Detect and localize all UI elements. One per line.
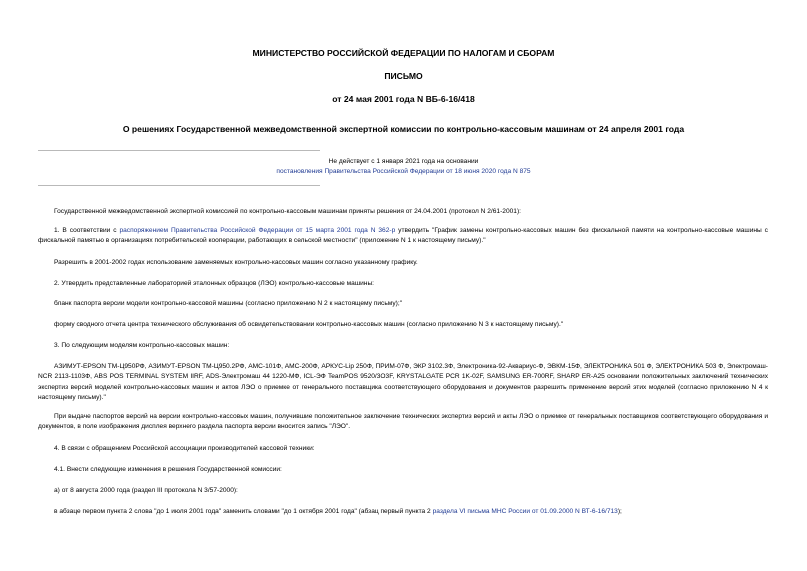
paragraph-intro (38, 207, 768, 217)
paragraph-report-form (38, 320, 768, 330)
paragraph-item-4-1 (38, 465, 768, 475)
paragraph-passport-issue (38, 412, 768, 433)
paragraph-text: ); (617, 508, 622, 515)
paragraph-text: утвердить "График замены контрольно-кассовых машин без фискальной памяти на контрольно-кассовые машины с фискальной памятью в организациях потребительской кооперации, работающих в сельской местности" (приложение N 1 к настоящему письму)." (38, 227, 768, 245)
paragraph-text: 1. В соответствии с (54, 227, 120, 234)
paragraph-item-4 (38, 444, 768, 454)
status-notice: Не действует с 1 января 2021 года на основании (328, 158, 479, 165)
paragraph-permit (38, 258, 768, 268)
paragraph-text: При выдаче паспортов версий на версии контрольно-кассовых машин, получившие положительное заключение технических экспертиз версий и акты ЛЭО о приемке от генеральных поставщиков соответствующего оборудования и документов, в поле изображения дисплея верхнего раздела паспорта версии вносится запись "ЛЭО". (38, 413, 768, 431)
document-title: О решениях Государственной межведомственной экспертной комиссии по контрольно-кассовым машинам от 24 апреля 2001 года (122, 124, 685, 134)
paragraph-text: 2. Утвердить представленные лабораторией эталонных образцов (ЛЭО) контрольно-кассовые машины: (54, 280, 375, 287)
document-type: ПИСЬМО (384, 71, 423, 81)
document-date-number: от 24 мая 2001 года N ВБ-6-16/418 (332, 94, 475, 104)
paragraph-amendment (38, 507, 768, 517)
paragraph-item-2 (38, 279, 768, 289)
paragraph-text: Государственной межведомственной экспертной комиссией по контрольно-кассовым машинам приняты решения от 24.04.2001 (протокол N 2/61-2001): (54, 208, 521, 215)
paragraph-text: бланк паспорта версии модели контрольно-кассовой машины (согласно приложению N 2 к настоящему письму);" (54, 300, 403, 307)
paragraph-text: форму сводного отчета центра технического обслуживания об освидетельствовании контрольно-кассовых машин (согласно приложению N 3 к настоящему письму)." (54, 321, 564, 328)
paragraph-item-1 (38, 226, 768, 247)
paragraph-text: 4.1. Внести следующие изменения в решения Государственной комиссии: (54, 466, 282, 473)
paragraph-text: Разрешить в 2001-2002 годах использование заменяемых контрольно-кассовых машин согласно указанному графику. (54, 259, 418, 266)
divider-bottom (38, 185, 320, 186)
paragraph-text: АЗИМУТ-EPSON TM-Ц950РФ, АЗИМУТ-EPSON TM-Ц950.2РФ, АМС-101Ф, АМС-200Ф, АРКУС-Lip 250Ф, ПРИМ-07Ф, ЭКР 3102.3Ф, Электроника-92-Аквариус-Ф, ЭВКМ-15Ф, ЭЛЕКТРОНИКА 501 Ф, ЭЛЕКТРОНИКА 503 Ф, Электромаш-NCR 2113-1103Ф, ABS POS TERMINAL SYSTEM IIRF, ADS-Электромаш 44 1220-МФ, ICL-ЭФ TeamPOS 9520/3O3F, KRYSTALGATE PCR 1K-02F, SAMSUNG ER-700RF, SHARP ER-A25 основании положительных заключений технических экспертиз версий моделей контрольно-кассовых машин и актов ЛЭО о приемке от генерального поставщика соответствующего оборудования и документов разрешить применение версий этих моделей (согласно приложению N 4 к настоящему письму)." (38, 363, 768, 402)
status-notice-link-row (0, 167, 807, 178)
paragraph-models-list (38, 362, 768, 404)
paragraph-text: в абзаце первом пункта 2 слова "до 1 июля 2001 года" заменить словами "до 1 октября 2001 года" (абзац первый пункта 2 (54, 508, 433, 515)
paragraph-text: а) от 8 августа 2000 года (раздел III протокола N 3/57-2000): (54, 487, 238, 494)
government-order-link[interactable]: распоряжением Правительства Российской Федерации от 15 марта 2001 года N 362-р (119, 227, 396, 234)
paragraph-passport-form (38, 299, 768, 309)
repeal-resolution-link[interactable]: постановления Правительства Российской Федерации от 18 июня 2020 года N 875 (276, 168, 531, 175)
paragraph-subitem-a (38, 486, 768, 496)
mns-letter-link[interactable]: раздела VI письма МНС России от 01.09.2000 N ВТ-6-16/713 (432, 508, 618, 515)
paragraph-item-3 (38, 341, 768, 351)
paragraph-text: 3. По следующим моделям контрольно-кассовых машин: (54, 342, 230, 349)
divider-top (38, 150, 320, 151)
ministry-heading: МИНИСТЕРСТВО РОССИЙСКОЙ ФЕДЕРАЦИИ ПО НАЛОГАМ И СБОРАМ (252, 48, 555, 58)
paragraph-text: 4. В связи с обращением Российской ассоциации производителей кассовой техники: (54, 445, 315, 452)
